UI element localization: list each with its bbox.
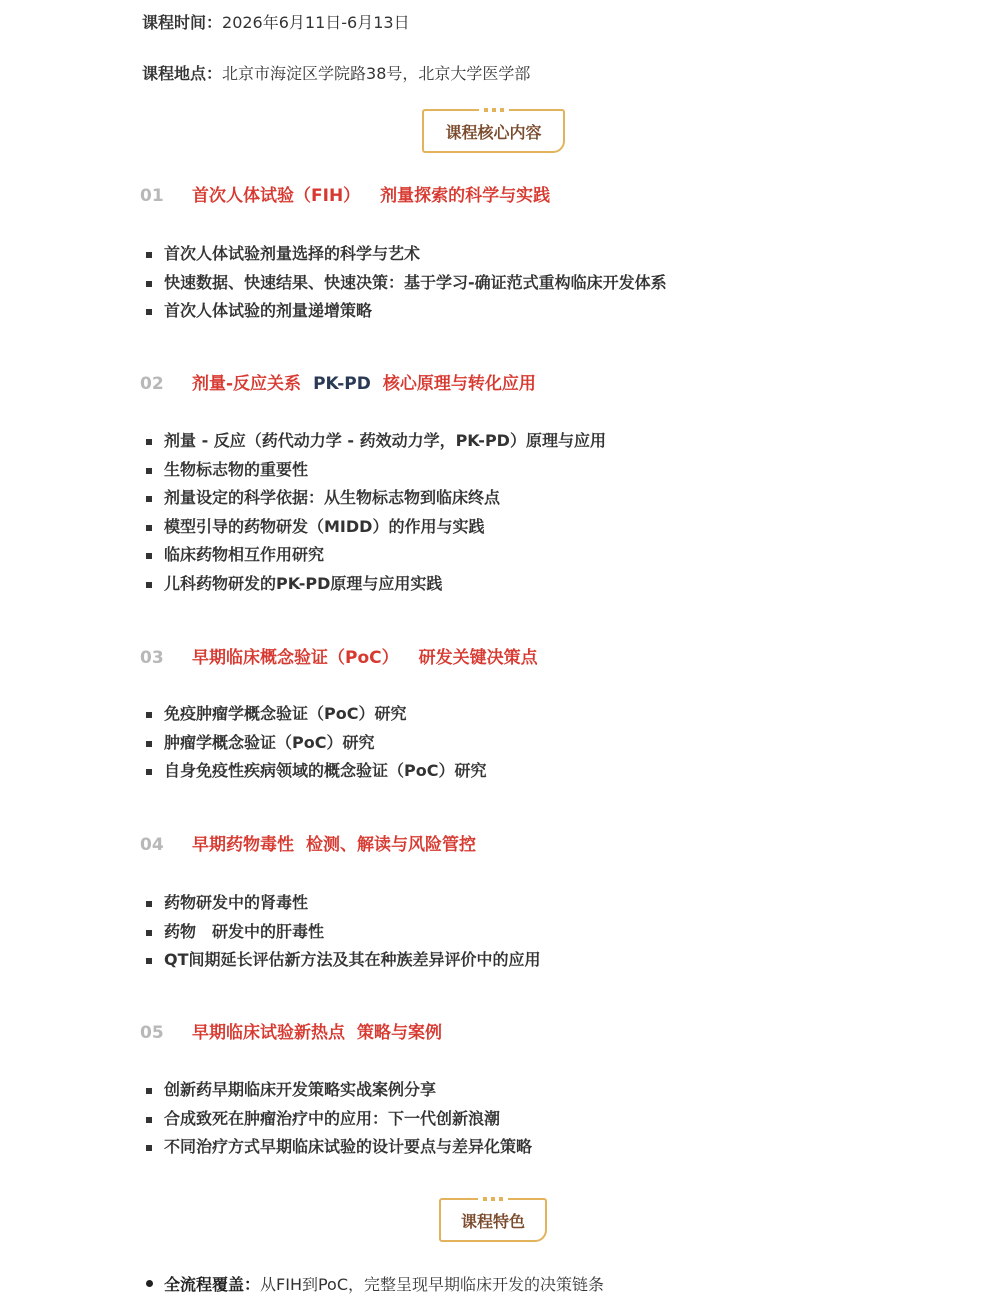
section-04-list <box>146 889 541 975</box>
section-title-part: 首次人体试验（FIH） <box>192 186 361 206</box>
list-item: 自身免疫性疾病领域的概念验证（PoC）研究 <box>146 757 486 786</box>
section-05-list <box>146 1076 532 1162</box>
section-title-part: 早期临床概念验证（PoC） <box>192 648 399 668</box>
feature-full-process <box>146 1272 604 1295</box>
section-01-title <box>140 181 550 206</box>
section-title-part: 剂量探索的科学与实践 <box>380 186 551 206</box>
section-title-part: 检测、解读与风险管控 <box>306 835 476 855</box>
section-04-title <box>140 830 476 855</box>
course-time <box>142 10 410 33</box>
course-location-label: 课程地点： <box>142 64 223 83</box>
section-02-title <box>140 369 536 394</box>
list-item: 剂量 - 反应（药代动力学 - 药效动力学，PK-PD）原理与应用 <box>146 427 606 456</box>
list-item: 药物研发中的肾毒性 <box>146 889 541 918</box>
list-item: 剂量设定的科学依据：从生物标志物到临床终点 <box>146 484 606 513</box>
list-item: 临床药物相互作用研究 <box>146 541 606 570</box>
list-item: 不同治疗方式早期临床试验的设计要点与差异化策略 <box>146 1133 532 1162</box>
section-title-part: 策略与案例 <box>357 1023 442 1043</box>
feature-value: 从FIH到PoC，完整呈现早期临床开发的决策链条 <box>260 1275 605 1294</box>
list-item: 儿科药物研发的PK-PD原理与应用实践 <box>146 570 606 599</box>
course-time-label: 课程时间： <box>142 13 223 32</box>
section-number: 02 <box>140 374 164 394</box>
badge-decoration <box>478 1196 508 1202</box>
section-title-part: PK-PD <box>313 374 371 394</box>
section-title-part: 研发关键决策点 <box>418 648 538 668</box>
list-item: 肿瘤学概念验证（PoC）研究 <box>146 729 486 758</box>
list-item: 首次人体试验剂量选择的科学与艺术 <box>146 240 667 269</box>
list-item: 快速数据、快速结果、快速决策：基于学习-确证范式重构临床开发体系 <box>146 269 667 298</box>
section-number: 04 <box>140 835 164 855</box>
section-title-part: 早期临床试验新热点 <box>192 1023 345 1043</box>
section-05-title <box>140 1018 442 1043</box>
section-03-title <box>140 643 538 668</box>
badge-core-content <box>422 109 565 153</box>
section-title-part: 剂量-反应关系 <box>192 374 302 394</box>
list-item: 生物标志物的重要性 <box>146 456 606 485</box>
list-item: 合成致死在肿瘤治疗中的应用：下一代创新浪潮 <box>146 1105 532 1134</box>
badge-core-content-label: 课程核心内容 <box>445 122 542 142</box>
section-number: 01 <box>140 186 164 206</box>
list-item: 药物 研发中的肝毒性 <box>146 918 541 947</box>
section-02-list <box>146 427 606 598</box>
list-item: QT间期延长评估新方法及其在种族差异评价中的应用 <box>146 946 541 975</box>
feature-label: 全流程覆盖： <box>164 1275 261 1294</box>
course-location <box>142 61 530 84</box>
course-time-value: 2026年6月11日-6月13日 <box>222 13 410 32</box>
list-item: 免疫肿瘤学概念验证（PoC）研究 <box>146 700 486 729</box>
list-item: 模型引导的药物研发（MIDD）的作用与实践 <box>146 513 606 542</box>
badge-decoration <box>479 107 509 113</box>
list-item: 首次人体试验的剂量递增策略 <box>146 297 667 326</box>
section-title-part: 早期药物毒性 <box>192 835 294 855</box>
section-number: 05 <box>140 1023 164 1043</box>
section-title-part: 核心原理与转化应用 <box>382 374 536 394</box>
badge-course-features-label: 课程特色 <box>460 1211 525 1231</box>
badge-course-features <box>439 1198 547 1242</box>
course-location-value: 北京市海淀区学院路38号，北京大学医学部 <box>222 64 531 83</box>
section-number: 03 <box>140 648 164 668</box>
list-item: 创新药早期临床开发策略实战案例分享 <box>146 1076 532 1105</box>
section-01-list <box>146 240 667 326</box>
section-03-list <box>146 700 486 786</box>
